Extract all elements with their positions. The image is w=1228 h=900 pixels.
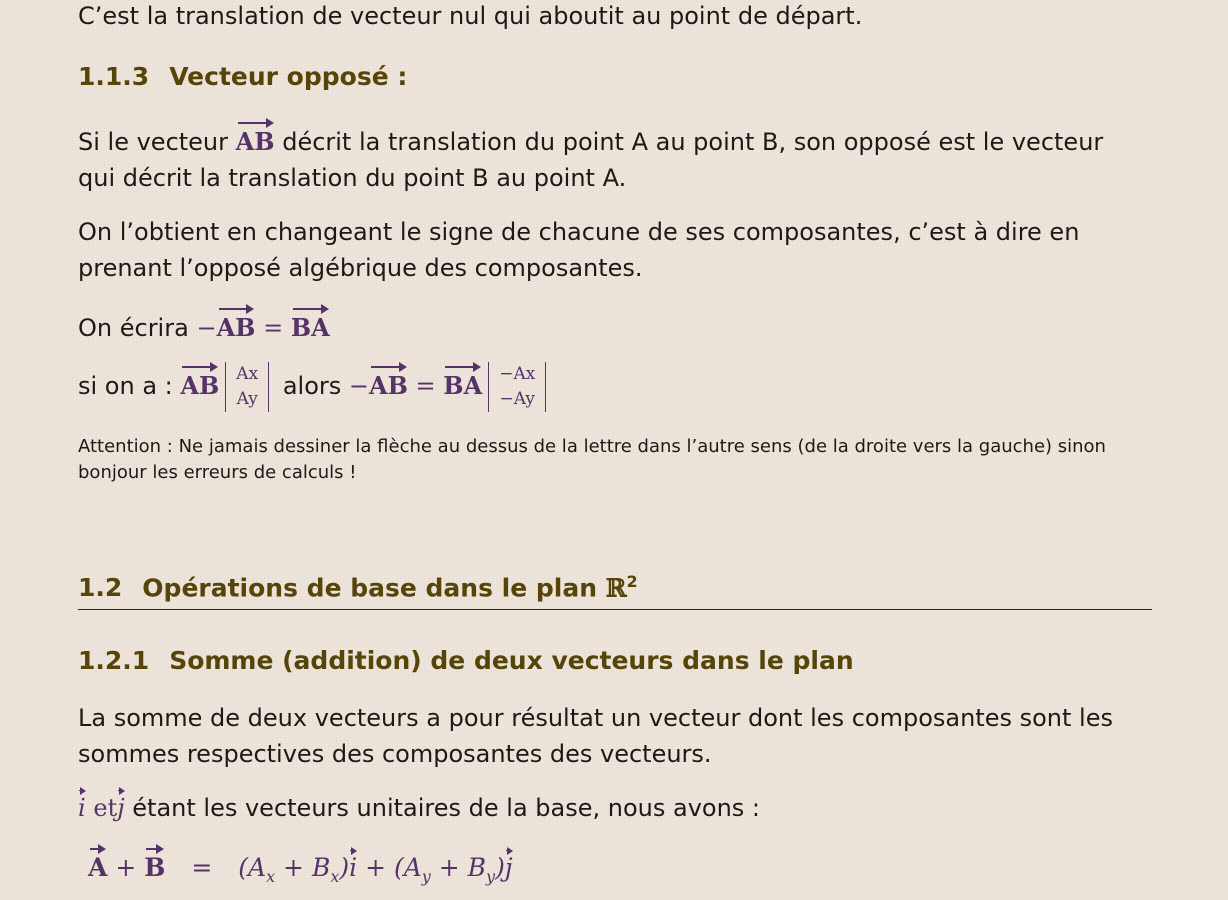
paragraph-translation-null: C’est la translation de vecteur nul qui aboutit au point de départ. (78, 2, 863, 30)
component-x: −Ax (499, 364, 536, 384)
vector-AB: AB (180, 368, 219, 404)
component-y: −Ay (499, 389, 535, 409)
section-title: Vecteur opposé : (169, 62, 408, 91)
paragraph-sign-line2: prenant l’opposé algébrique des composantes. (78, 254, 643, 282)
equation-components (78, 362, 552, 412)
term: + (A (357, 853, 422, 882)
term: ) (495, 853, 505, 882)
equals-sign: = (263, 314, 284, 342)
text: décrit la translation du point A au point B, son opposé est le vecteur (282, 128, 1104, 156)
section-title: Opérations de base dans le plan (142, 573, 598, 603)
term: + B (275, 853, 331, 882)
exponent: 2 (626, 572, 638, 591)
formula-rhs (238, 853, 513, 886)
section-heading-1-2 (78, 572, 638, 602)
component-column-1 (225, 362, 269, 412)
text: Si le vecteur (78, 128, 229, 156)
paragraph-opposite-line1 (78, 124, 1103, 160)
section-heading-1-2-1 (78, 646, 854, 675)
section-number: 1.1.3 (78, 62, 150, 91)
text: On écrira (78, 314, 189, 342)
subscript: y (421, 867, 431, 886)
section-heading-1-1-3 (78, 62, 407, 91)
section-number: 1.2.1 (78, 646, 150, 675)
section-rule (78, 609, 1152, 610)
equals-sign: = (415, 372, 436, 400)
paragraph-sum-line2: sommes respectives des composantes des vecteurs. (78, 740, 712, 768)
equals-sign: = (191, 853, 213, 882)
vector-BA: BA (443, 368, 482, 404)
text: alors (282, 372, 342, 400)
unit-vector-j: j (505, 850, 513, 886)
sum-formula (88, 850, 513, 895)
vector-AB: AB (236, 124, 275, 160)
unit-vector-i: i (78, 790, 86, 826)
plus-sign: + (115, 853, 137, 882)
paragraph-unit-vectors (78, 790, 760, 826)
vector-AB: AB (369, 368, 408, 404)
section-number: 1.2 (78, 573, 123, 603)
paragraph-opposite-line2: qui décrit la translation du point B au point A. (78, 164, 627, 192)
unit-vector-j: j (117, 790, 124, 826)
term: + B (430, 853, 487, 882)
equation-ecrira (78, 310, 330, 346)
component-y: Ay (236, 389, 258, 409)
subscript: x (266, 867, 276, 886)
unit-vector-i: i (349, 850, 357, 886)
term: (A (238, 853, 267, 882)
vector-A: A (88, 850, 107, 886)
paragraph-sum-line1: La somme de deux vecteurs a pour résultat un vecteur dont les composantes sont les (78, 704, 1113, 732)
real-set-symbol: ℝ (605, 573, 627, 603)
text: si on a : (78, 372, 173, 400)
term: ) (339, 853, 350, 882)
text: étant les vecteurs unitaires de la base, nous avons : (132, 794, 761, 822)
vector-B: B (144, 850, 165, 886)
text-et: et (93, 794, 118, 822)
component-column-2 (488, 362, 546, 412)
paragraph-sign-line1: On l’obtient en changeant le signe de chacune de ses composantes, c’est à dire en (78, 218, 1080, 246)
attention-note: Attention : Ne jamais dessiner la flèche au dessus de la lettre dans l’autre sens (de la droite vers la gauche) sinon bonjour les erreurs de calculs ! (78, 436, 1106, 483)
vector-AB: AB (217, 310, 256, 346)
minus-sign: − (196, 314, 217, 342)
section-title: Somme (addition) de deux vecteurs dans le plan (169, 646, 854, 675)
subscript: x (330, 867, 340, 886)
vector-BA: BA (291, 310, 330, 346)
component-x: Ax (236, 364, 259, 384)
subscript: y (486, 867, 496, 886)
minus-sign: − (348, 372, 369, 400)
